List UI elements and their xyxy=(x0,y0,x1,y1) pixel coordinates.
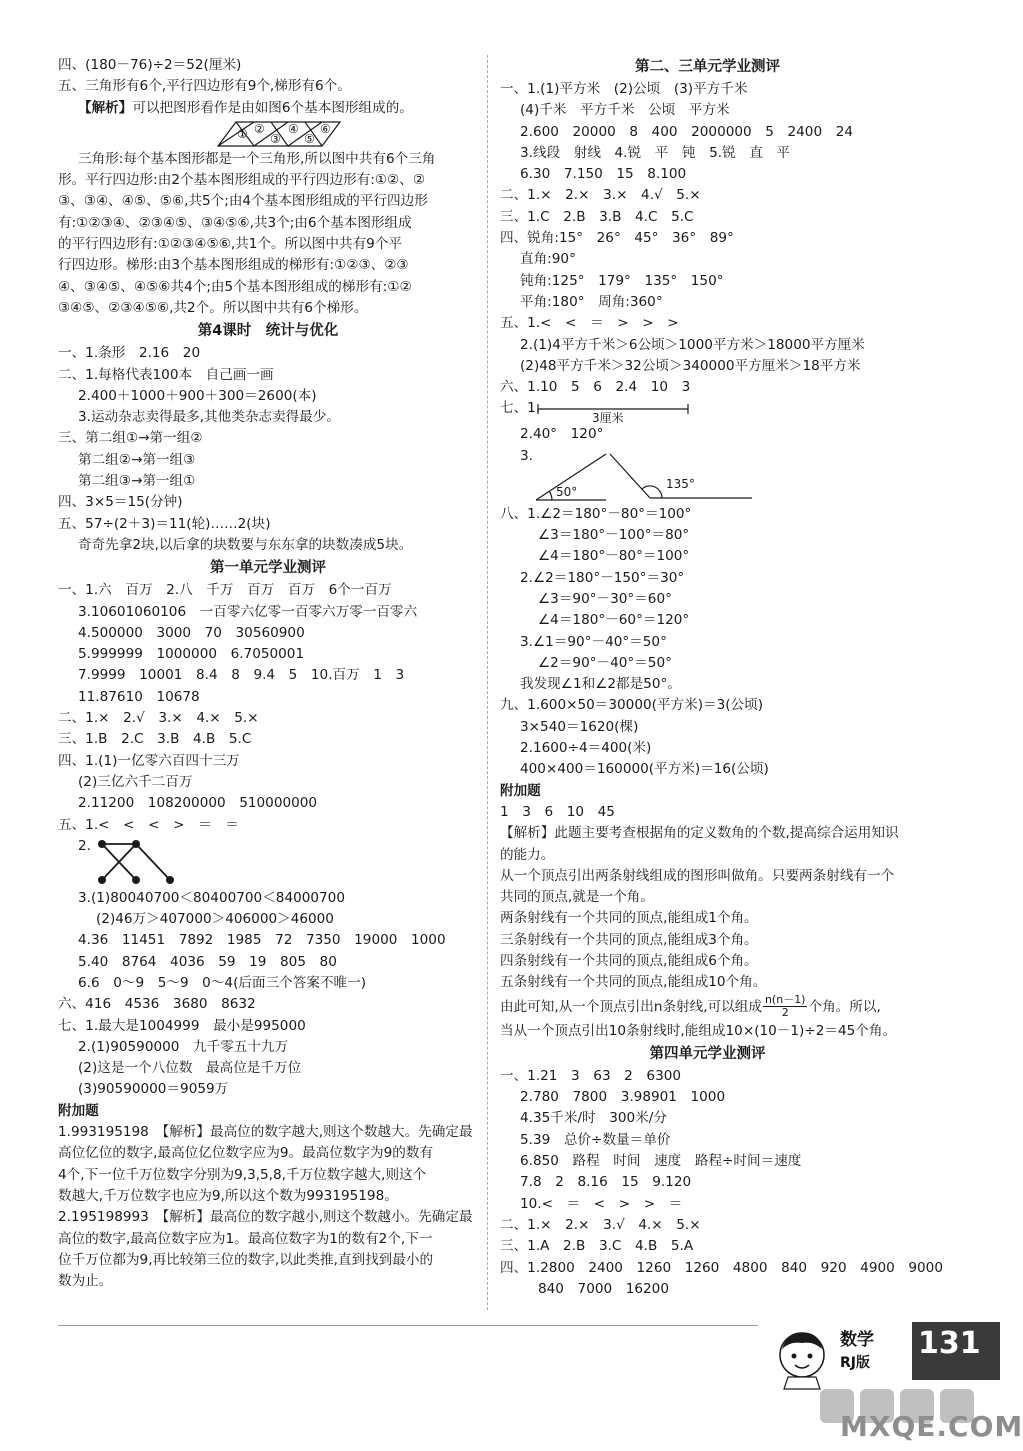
extra-line: 从一个顶点引出两条射线组成的图形叫做角。只要两条射线有一个 xyxy=(500,867,895,884)
answer-line: 第二组②→第一组③ xyxy=(78,451,196,468)
segment-svg xyxy=(538,398,738,424)
answer-line: 5.40 8764 4036 59 19 805 80 xyxy=(78,953,337,970)
figure-label-6: ⑥ xyxy=(320,121,331,136)
answer-line: 3.10601060106 一百零六亿零一百零六万零一百零六 xyxy=(78,603,418,620)
figure-label-3: ③ xyxy=(270,131,281,146)
angles-figure xyxy=(500,446,915,504)
figure-label-1: ① xyxy=(237,126,248,141)
answer-line: 5.999999 1000000 6.7050001 xyxy=(78,646,305,663)
extra-line: 三条射线有一个共同的顶点,能组成3个角。 xyxy=(500,931,758,948)
extra-line: 四条射线有一个共同的顶点,能组成6个角。 xyxy=(500,952,758,969)
answer-line: 4.500000 3000 70 30560900 xyxy=(78,624,305,641)
answer-line: 3.∠1＝90°－40°＝50° xyxy=(520,633,667,650)
answer-line: 2.1600÷4＝400(米) xyxy=(520,740,652,757)
answer-line: (2)46万＞407000＞406000＞46000 xyxy=(96,911,334,928)
extra-line: 五条射线有一个共同的顶点,能组成10个角。 xyxy=(500,974,767,991)
answer-line: 五、1.< < < > ＝ ＝ xyxy=(58,816,239,833)
matching-lines-svg xyxy=(90,836,210,888)
section-heading: 第4课时 统计与优化 xyxy=(197,323,339,340)
analysis-text: 可以把图形看作是由如图6个基本图形组成的。 xyxy=(132,99,413,116)
figure-label-5: ⑤ xyxy=(304,131,315,146)
answer-line: 四、锐角:15° 26° 45° 36° 89° xyxy=(500,230,734,247)
answer-line: 五、三角形有6个,平行四边形有9个,梯形有6个。 xyxy=(58,78,351,95)
extra-line: 1 3 6 10 45 xyxy=(500,803,615,820)
extra-line: 高位亿位的数字,最高位亿位数字应为9。最高位数字为9的数有 xyxy=(58,1145,434,1162)
extra-line: 数越大,千万位数字也应为9,所以这个数为993195198。 xyxy=(58,1187,398,1204)
answer-line: ∠2＝90°－40°＝50° xyxy=(538,654,672,671)
answer-line: 三、1.A 2.B 3.C 4.B 5.A xyxy=(500,1238,694,1255)
answer-line: 3×540＝1620(棵) xyxy=(520,718,639,735)
answer-line: 直角:90° xyxy=(520,251,576,268)
answer-line: 一、1.(1)平方米 (2)公顷 (3)平方千米 xyxy=(500,81,748,97)
matching-figure xyxy=(58,836,478,888)
extra-line: 4个,下一位千万位数字分别为9,3,5,8,千万位数字越大,则这个 xyxy=(58,1166,427,1183)
answer-line: 2.40° 120° xyxy=(520,426,604,443)
analysis-line: 的平行四边形有:①②③④⑤⑥,共1个。所以图中共有9个平 xyxy=(58,236,403,253)
formula-denominator: 2 xyxy=(781,1006,789,1020)
answer-line: 一、1.条形 2.16 20 xyxy=(58,345,201,362)
answer-line: 七、1. xyxy=(500,400,541,417)
answer-line: 3.(1)80040700＜80400700＜84000700 xyxy=(78,889,345,906)
answer-line: 钝角:125° 179° 135° 150° xyxy=(520,272,724,289)
answer-line: 2.400＋1000＋900＋300＝2600(本) xyxy=(78,387,317,404)
answer-line: (4)千米 平方千米 公顷 平方米 xyxy=(520,102,730,119)
answer-line: 四、(180－76)÷2＝52(厘米) xyxy=(58,57,242,73)
extra-line: 的能力。 xyxy=(500,846,555,863)
analysis-line xyxy=(58,98,478,119)
analysis-tag: 【解析】 xyxy=(78,99,133,116)
analysis-line: 三角形:每个基本图形都是一个三角形,所以图中共有6个三角 xyxy=(78,150,436,167)
answer-line: 2.600 20000 8 400 2000000 5 2400 24 xyxy=(520,123,853,140)
answer-line: 平角:180° 周角:360° xyxy=(520,293,663,310)
left-column xyxy=(58,55,478,1292)
edition-label: RJ版 xyxy=(840,1355,870,1371)
answer-line: 2.∠2＝180°－150°＝30° xyxy=(520,569,685,586)
answer-line: 7.8 2 8.16 15 9.120 xyxy=(520,1174,692,1191)
extra-line: 数为止。 xyxy=(58,1273,113,1290)
angle-label-50: 50° xyxy=(556,484,578,499)
answer-line: 三、1.C 2.B 3.B 4.C 5.C xyxy=(500,208,694,225)
segment-figure xyxy=(500,398,915,424)
analysis-line: 形。平行四边形:由2个基本图形组成的平行四边形有:①②、② xyxy=(58,172,426,189)
answer-line: 2.(1)90590000 九千零五十九万 xyxy=(78,1038,289,1055)
answer-line: 二、1.每格代表100本 自己画一画 xyxy=(58,366,274,383)
parallelogram-figure-svg xyxy=(58,119,478,149)
answer-line: 二、1.× 2.× 3.× 4.√ 5.× xyxy=(500,187,701,204)
answer-line: 六、1.10 5 6 2.4 10 3 xyxy=(500,379,691,396)
extra-line: 位千万位都为9,再比较第三位的数字,以此类推,直到找到最小的 xyxy=(58,1251,434,1268)
answer-line: ∠4＝180°－60°＝120° xyxy=(538,612,690,629)
answer-line: ∠3＝180°－100°＝80° xyxy=(538,527,690,544)
formula-post: 个角。所以, xyxy=(808,998,881,1015)
answer-line: 2.780 7800 3.98901 1000 xyxy=(520,1089,726,1106)
page-number: 131 xyxy=(918,1326,981,1361)
extra-line: 【解析】此题主要考查根据角的定义数角的个数,提高综合运用知识 xyxy=(500,825,899,842)
segment-label: 3厘米 xyxy=(592,411,624,426)
angle-label-135: 135° xyxy=(666,476,695,491)
answer-line: 第二组③→第一组① xyxy=(78,473,196,490)
answer-line: 四、1.(1)一亿零六百四十三万 xyxy=(58,752,240,769)
analysis-line: ④、③④⑤、④⑤⑥共4个;由5个基本图形组成的梯形有:①② xyxy=(58,278,412,295)
extra-line: 两条射线有一个共同的顶点,能组成1个角。 xyxy=(500,910,758,927)
analysis-line: ③④⑤、②③④⑤⑥,共2个。所以图中共有6个梯形。 xyxy=(58,299,368,316)
answer-line: 二、1.× 2.× 3.√ 4.× 5.× xyxy=(500,1216,701,1233)
answer-line: (2)这是一个八位数 最高位是千万位 xyxy=(78,1060,302,1077)
answer-line: 我发现∠1和∠2都是50°。 xyxy=(520,676,681,693)
answer-line: 一、1.21 3 63 2 6300 xyxy=(500,1067,682,1084)
extra-line: 共同的顶点,就是一个角。 xyxy=(500,889,654,906)
answer-line: 6.6 0～9 5～9 0～4(后面三个答案不唯一) xyxy=(78,974,367,991)
answer-line: 3.线段 射线 4.锐 平 钝 5.锐 直 平 xyxy=(520,144,791,161)
section-heading: 第二、三单元学业测评 xyxy=(635,59,780,75)
answer-line: 3.运动杂志卖得最多,其他类杂志卖得最少。 xyxy=(78,409,340,426)
answer-line: 2.(1)4平方千米＞6公顷＞1000平方米＞18000平方厘米 xyxy=(520,336,865,353)
formula-pre: 由此可知,从一个顶点引出n条射线,可以组成 xyxy=(500,998,762,1015)
right-column xyxy=(500,55,943,1300)
answer-line: 10.< ＝ < > > ＝ xyxy=(520,1195,683,1212)
answer-line: 一、1.六 百万 2.八 千万 百万 百万 6个一百万 xyxy=(58,582,392,599)
extra-line: 1.993195198 【解析】最高位的数字越大,则这个数越大。先确定最 xyxy=(58,1124,473,1141)
answer-line: (2)三亿六千二百万 xyxy=(78,773,193,790)
parallelogram-figure xyxy=(58,119,478,149)
answer-line: 三、第二组①→第一组② xyxy=(58,430,203,447)
answer-line: 九、1.600×50＝30000(平方米)＝3(公顷) xyxy=(500,697,764,714)
answer-line: 6.30 7.150 15 8.100 xyxy=(520,166,687,183)
section-heading: 第一单元学业测评 xyxy=(210,560,326,577)
answer-line: ∠3＝90°－30°＝60° xyxy=(538,590,672,607)
subject-label: 数学 xyxy=(840,1330,874,1350)
answer-line: 6.850 路程 时间 速度 路程÷时间＝速度 xyxy=(520,1153,802,1170)
figure-label-2: ② xyxy=(254,121,265,136)
extra-title: 附加题 xyxy=(58,1102,99,1119)
formula-line xyxy=(500,994,915,1021)
footer-rule xyxy=(58,1325,758,1326)
answer-line: 六、416 4536 3680 8632 xyxy=(58,996,256,1013)
answer-line: 2.11200 108200000 510000000 xyxy=(78,795,318,812)
answer-line: 五、1.< < ＝ > > > xyxy=(500,315,679,332)
section-heading: 第四单元学业测评 xyxy=(649,1045,766,1062)
answer-line: 2. xyxy=(78,837,91,854)
answer-line: 4.35千米/时 300米/分 xyxy=(520,1110,667,1127)
angles-svg xyxy=(530,446,830,504)
analysis-line: ③、③④、④⑤、⑤⑥,共5个;由4个基本图形组成的平行四边形 xyxy=(58,193,428,210)
answer-line: ∠4＝180°－80°＝100° xyxy=(538,548,690,565)
formula-numerator: n(n－1) xyxy=(764,993,806,1007)
answer-line: 四、3×5＝15(分钟) xyxy=(58,494,183,511)
extra-line: 高位的数字,最高位数字应为1。最高位数字为1的数有2个,下一 xyxy=(58,1230,433,1247)
answer-line: 840 7000 16200 xyxy=(538,1280,669,1297)
formula-fraction xyxy=(763,994,808,1019)
mascot-boy-icon xyxy=(770,1325,834,1389)
answer-line: 400×400＝160000(平方米)＝16(公顷) xyxy=(520,761,769,778)
answer-line: 四、1.2800 2400 1260 1260 4800 840 920 4900 9000 xyxy=(500,1259,943,1276)
extra-title: 附加题 xyxy=(500,782,541,799)
extra-line: 2.195198993 【解析】最高位的数字越小,则这个数越小。先确定最 xyxy=(58,1209,473,1226)
analysis-line: 有:①②③④、②③④⑤、③④⑤⑥,共3个;由6个基本图形组成 xyxy=(58,214,412,231)
answer-line: 奇奇先拿2块,以后拿的块数要与东东拿的块数凑成5块。 xyxy=(78,536,413,553)
answer-line: 二、1.× 2.√ 3.× 4.× 5.× xyxy=(58,710,259,727)
answer-line: (2)48平方千米＞32公顷＞340000平方厘米＞18平方米 xyxy=(520,357,861,374)
answer-line: 5.39 总价÷数量＝单价 xyxy=(520,1131,671,1148)
analysis-line: 行四边形。梯形:由3个基本图形组成的梯形有:①②③、②③ xyxy=(58,257,409,274)
answer-line: 五、57÷(2＋3)＝11(轮)……2(块) xyxy=(58,515,271,532)
answer-line: 11.87610 10678 xyxy=(78,688,200,705)
watermark-text: MXQE.COM xyxy=(840,1410,1023,1443)
answer-line: 7.9999 10001 8.4 8 9.4 5 10.百万 1 3 xyxy=(78,667,405,684)
answer-line: 七、1.最大是1004999 最小是995000 xyxy=(58,1017,306,1034)
answer-line: 八、1.∠2＝180°－80°＝100° xyxy=(500,505,692,522)
answer-line: 4.36 11451 7892 1985 72 7350 19000 1000 xyxy=(78,932,446,949)
answer-line: 三、1.B 2.C 3.B 4.B 5.C xyxy=(58,731,252,748)
answer-line: (3)90590000＝9059万 xyxy=(78,1081,229,1098)
figure-label-4: ④ xyxy=(288,121,299,136)
answer-line: 3. xyxy=(520,447,533,464)
column-divider xyxy=(487,55,488,1310)
extra-line: 当从一个顶点引出10条射线时,能组成10×(10－1)÷2＝45个角。 xyxy=(500,1022,897,1039)
